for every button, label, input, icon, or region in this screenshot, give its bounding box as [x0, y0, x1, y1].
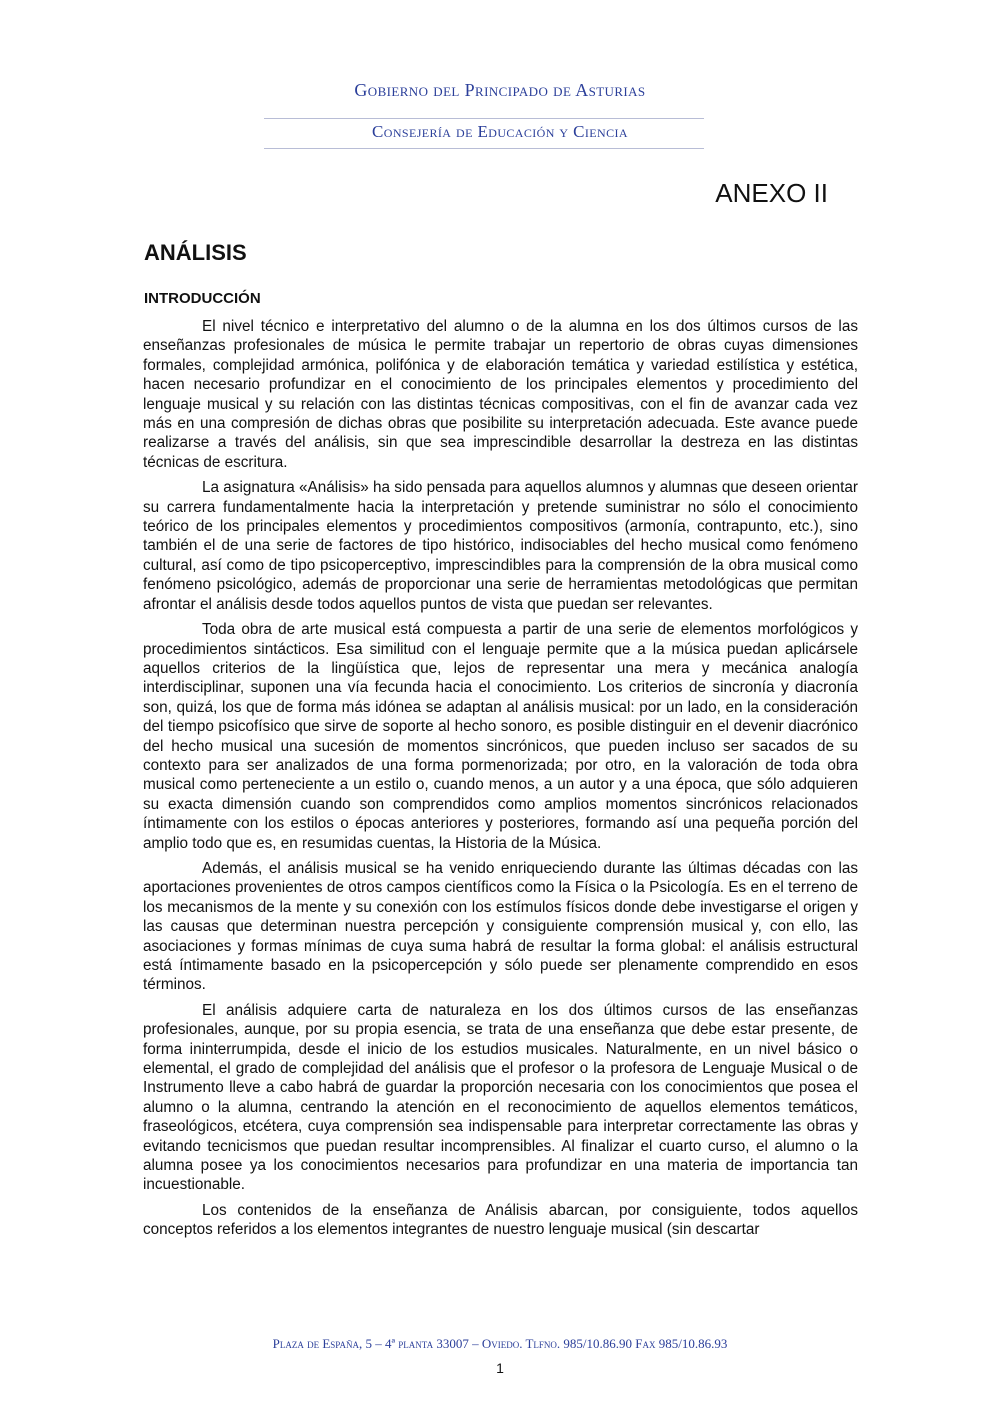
section-title: INTRODUCCIÓN	[144, 290, 261, 307]
header-divider-bottom	[264, 148, 704, 149]
paragraph-3: Toda obra de arte musical está compuesta a partir de una serie de elementos morfológicos y procedimientos sintácticos. Esa similitud con el lenguaje permite que a la música puedan aplicársele aquellos criterios de la lingüística que, lejos de representar una mera y mecánica analogía interdisciplinar, suponen una vía fecunda hacia el conocimiento. Los criterios de sincronía y diacronía son, quizá, los que de forma más idónea se adaptan al análisis musical: por un lado, en la consideración del tiempo psicofísico que sirve de soporte al hecho sonoro, es posible distinguir en el devenir diacrónico del hecho musical una sucesión de momentos sincrónicos, que pueden incluso ser sacados de su contexto para ser analizados de una forma pormenorizada; por otro, en la valoración de toda obra musical como perteneciente a un estilo o, cuando menos, a un autor y a una época, que sólo adquieren su exacta dimensión cuando son comprendidos como amplios momentos sincrónicos relacionados íntimamente con los estilos o épocas anteriores y posteriores, formando así una pequeña porción del amplio todo que es, en resumidas cuentas, la Historia de la Música.	[143, 621, 858, 852]
paragraph-1: El nivel técnico e interpretativo del alumno o de la alumna en los dos últimos cursos de las enseñanzas profesionales de música le permite trabajar un repertorio de obras cuyas dimensiones formales, complejidad armónica, polifónica y de elaboración temática y variedad estilística y estética, hacen necesario profundizar en el conocimiento de los principales elementos y procedimiento del lenguaje musical y su relación con las distintas técnicas compositivas, con el fin de avanzar cada vez más en una compresión de dichas obras que posibilite su interpretación adecuada. Este avance puede realizarse a través del análisis, sin que sea imprescindible desarrollar la destreza en las distintas técnicas de escritura.	[143, 318, 858, 471]
paragraph-5: El análisis adquiere carta de naturaleza en los dos últimos cursos de las enseñanzas profesionales, aunque, por su propia esencia, se trata de una enseñanza que debe estar presente, de forma ininterrumpida, desde el inicio de los estudios musicales. Naturalmente, en un nivel básico o elemental, el grado de complejidad del análisis que el profesor o la profesora de Lenguaje Musical o de Instrumento lleve a cabo habrá de guardar la proporción necesaria con los conocimientos que posea el alumno o la alumna, centrando la atención en el reconocimiento de aquellos elementos temáticos, fraseológicos, etcétera, cuya comprensión sea indispensable para interpretar correctamente las obras y evitando tecnicismos que puedan resultar incomprensibles. Al finalizar el cuarto curso, el alumno o la alumna posee ya los conocimientos necesarios para profundizar en una materia de importancia tan incuestionable.	[143, 1001, 858, 1194]
department-name: Consejería de Educación y Ciencia	[372, 122, 628, 141]
paragraph-4: Además, el análisis musical se ha venido enriqueciendo durante las últimas décadas con las aportaciones provenientes de otros campos científicos como la Física o la Psicología. Es en el terreno de los mecanismos de la mente y su conexión con los estímulos físicos donde debe investigarse el origen y las causas que determinan nuestra percepción y consiguiente comprensión musical y, con ello, las asociaciones y formas mínimas de cuya suma habrá de resultar la forma global: el análisis estructural está íntimamente basado en la psicopercepción y sólo puede ser plenamente comprendido en esos términos.	[143, 859, 858, 994]
government-name: Gobierno del Principado de Asturias	[354, 80, 646, 100]
page-number: 1	[496, 1360, 504, 1376]
footer-address: Plaza de España, 5 – 4ª planta 33007 – Oviedo. Tlfno. 985/10.86.90 Fax 985/10.86.93	[272, 1336, 728, 1351]
paragraph-6: Los contenidos de la enseñanza de Análisis abarcan, por consiguiente, todos aquellos conceptos referidos a los elementos integrantes de nuestro lenguaje musical (sin descartar	[143, 1201, 858, 1239]
paragraph-2: La asignatura «Análisis» ha sido pensada para aquellos alumnos y alumnas que deseen orientar su carrera fundamentalmente hacia la interpretación y pretende suministrar no sólo el conocimiento teórico de los principales elementos y procedimientos compositivos (armonía, contrapunto, etc.), sino también el de una serie de factores de tipo histórico, indisociables del hecho musical como fenómeno cultural, así como de tipo psicoperceptivo, imprescindibles para la comprensión de la obra musical como fenómeno psicológico, además de proporcionar una serie de herramientas metodológicas que permitan afrontar el análisis desde todos aquellos puntos de vista que puedan ser relevantes.	[143, 479, 858, 613]
annex-label: ANEXO II	[715, 178, 828, 208]
subject-title: ANÁLISIS	[144, 240, 247, 265]
body-text	[143, 317, 858, 1246]
header-divider-top	[264, 118, 704, 119]
